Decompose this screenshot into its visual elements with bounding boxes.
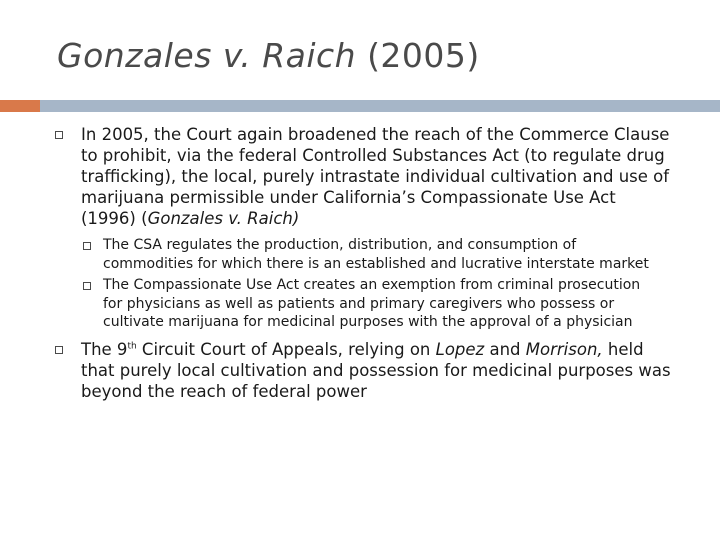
bullet-2: [81, 339, 671, 402]
bullet-2-text-b: Circuit Court of Appeals, relying on: [136, 339, 436, 359]
bullet-box-icon: [55, 346, 63, 354]
bullet-1-text: In 2005, the Court again broadened the reach of the Commerce Clause to prohibit, via the federal Controlled Substances Act (to regulate drug trafficking), the local, purely intrastate individual cultivation and use of marijuana permissible under California’s Compassionate Use Act (1996) (: [81, 125, 670, 228]
sub-bullet-box-icon: [83, 282, 91, 290]
bullet-1: [81, 124, 671, 229]
sub-bullet-box-icon: [83, 242, 91, 250]
sub-bullet-1: [103, 236, 663, 273]
slide-title: [57, 36, 480, 75]
divider-bar: [40, 100, 720, 112]
bullet-box-icon: [55, 131, 63, 139]
title-main: Gonzales v. Raich: [57, 36, 368, 75]
bullet-2-text-c: and: [484, 339, 526, 359]
slide-content: [0, 124, 720, 402]
case-name-raich: Gonzales v. Raich): [147, 209, 300, 228]
bullet-2-text-a: The 9: [81, 339, 128, 359]
sub-bullet-2-text: The Compassionate Use Act creates an exemption from criminal prosecution for physicians as well as patients and primary caregivers who possess or cultivate marijuana for medicinal purposes with the approval of a physician: [103, 277, 641, 330]
case-name-lopez: Lopez: [435, 339, 485, 359]
sub-bullet-2: [103, 276, 663, 332]
ordinal-suffix: th: [127, 341, 137, 351]
case-name-morrison: Morrison,: [525, 339, 603, 359]
sub-bullet-1-text: The CSA regulates the production, distribution, and consumption of commodities for which there is an established and lucrative interstate market: [103, 237, 649, 272]
title-year: (2005): [367, 36, 480, 75]
bullet-2-text-d: held that purely local cultivation and possession for medicinal purposes was beyond the reach of federal power: [81, 339, 671, 401]
accent-bar: [0, 100, 40, 112]
